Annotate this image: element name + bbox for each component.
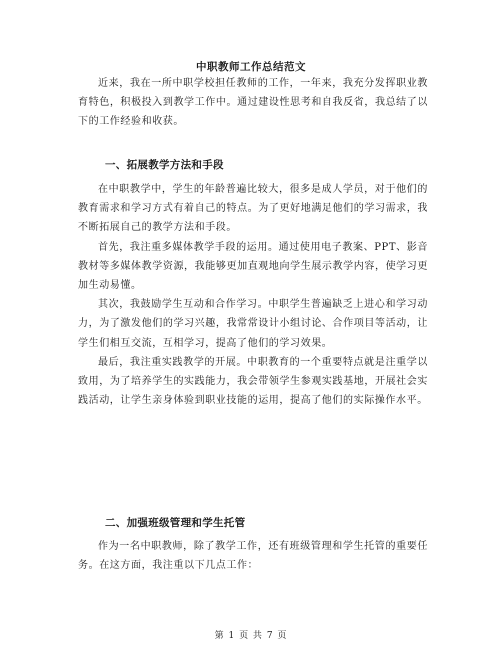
footer-prefix: 第 [214, 631, 225, 641]
footer-page-number: 1 [228, 631, 236, 641]
footer-middle: 页 共 [239, 631, 263, 641]
intro-paragraph: 近来，我在一所中职学校担任教师的工作，一年来，我充分发挥职业教育特色，积极投入到教学工作中。通过建设性思考和自我反省，我总结了以下的工作经验和收获。 [78, 78, 428, 128]
footer-total-pages: 7 [266, 631, 274, 641]
section-2-block [78, 537, 428, 575]
section-1-paragraph-4: 最后，我注重实践教学的开展。中职教育的一个重要特点就是注重学以致用，为了培养学生的实践能力，我会带领学生参观实践基地，开展社会实践活动，让学生亲身体验到职业技能的运用，提高了他们的实际操作水平。 [78, 356, 428, 407]
footer-suffix: 页 [277, 631, 288, 641]
section-1-paragraph-3: 其次，我鼓励学生互动和合作学习。中职学生普遍缺乏上进心和学习动力，为了激发他们的学习兴趣，我常常设计小组讨论、合作项目等活动，让学生们相互交流，互相学习，提高了他们的学习效果。 [78, 299, 428, 349]
page-footer [0, 630, 502, 642]
section-heading-2: 二、加强班级管理和学生托管 [105, 517, 246, 529]
section-1-paragraph-2: 首先，我注重多媒体教学手段的运用。通过使用电子教案、PPT、影音教材等多媒体教学资源，我能够更加直观地向学生展示教学内容，使学习更加生动易懂。 [78, 241, 428, 292]
section-2-paragraph-1: 作为一名中职教师，除了教学工作，还有班级管理和学生托管的重要任务。在这方面，我注重以下几点工作： [78, 541, 428, 572]
section-1-paragraph-1: 在中职教学中，学生的年龄普遍比较大，很多是成人学员，对于他们的教育需求和学习方式有着自己的特点。为了更好地满足他们的学习需求，我不断拓展自己的教学方法和手段。 [78, 184, 428, 234]
document-title: 中职教师工作总结范文 [196, 61, 306, 73]
section-1-block [78, 180, 428, 410]
section-heading-1: 一、拓展教学方法和手段 [105, 159, 224, 171]
intro-paragraph-block [78, 74, 428, 132]
